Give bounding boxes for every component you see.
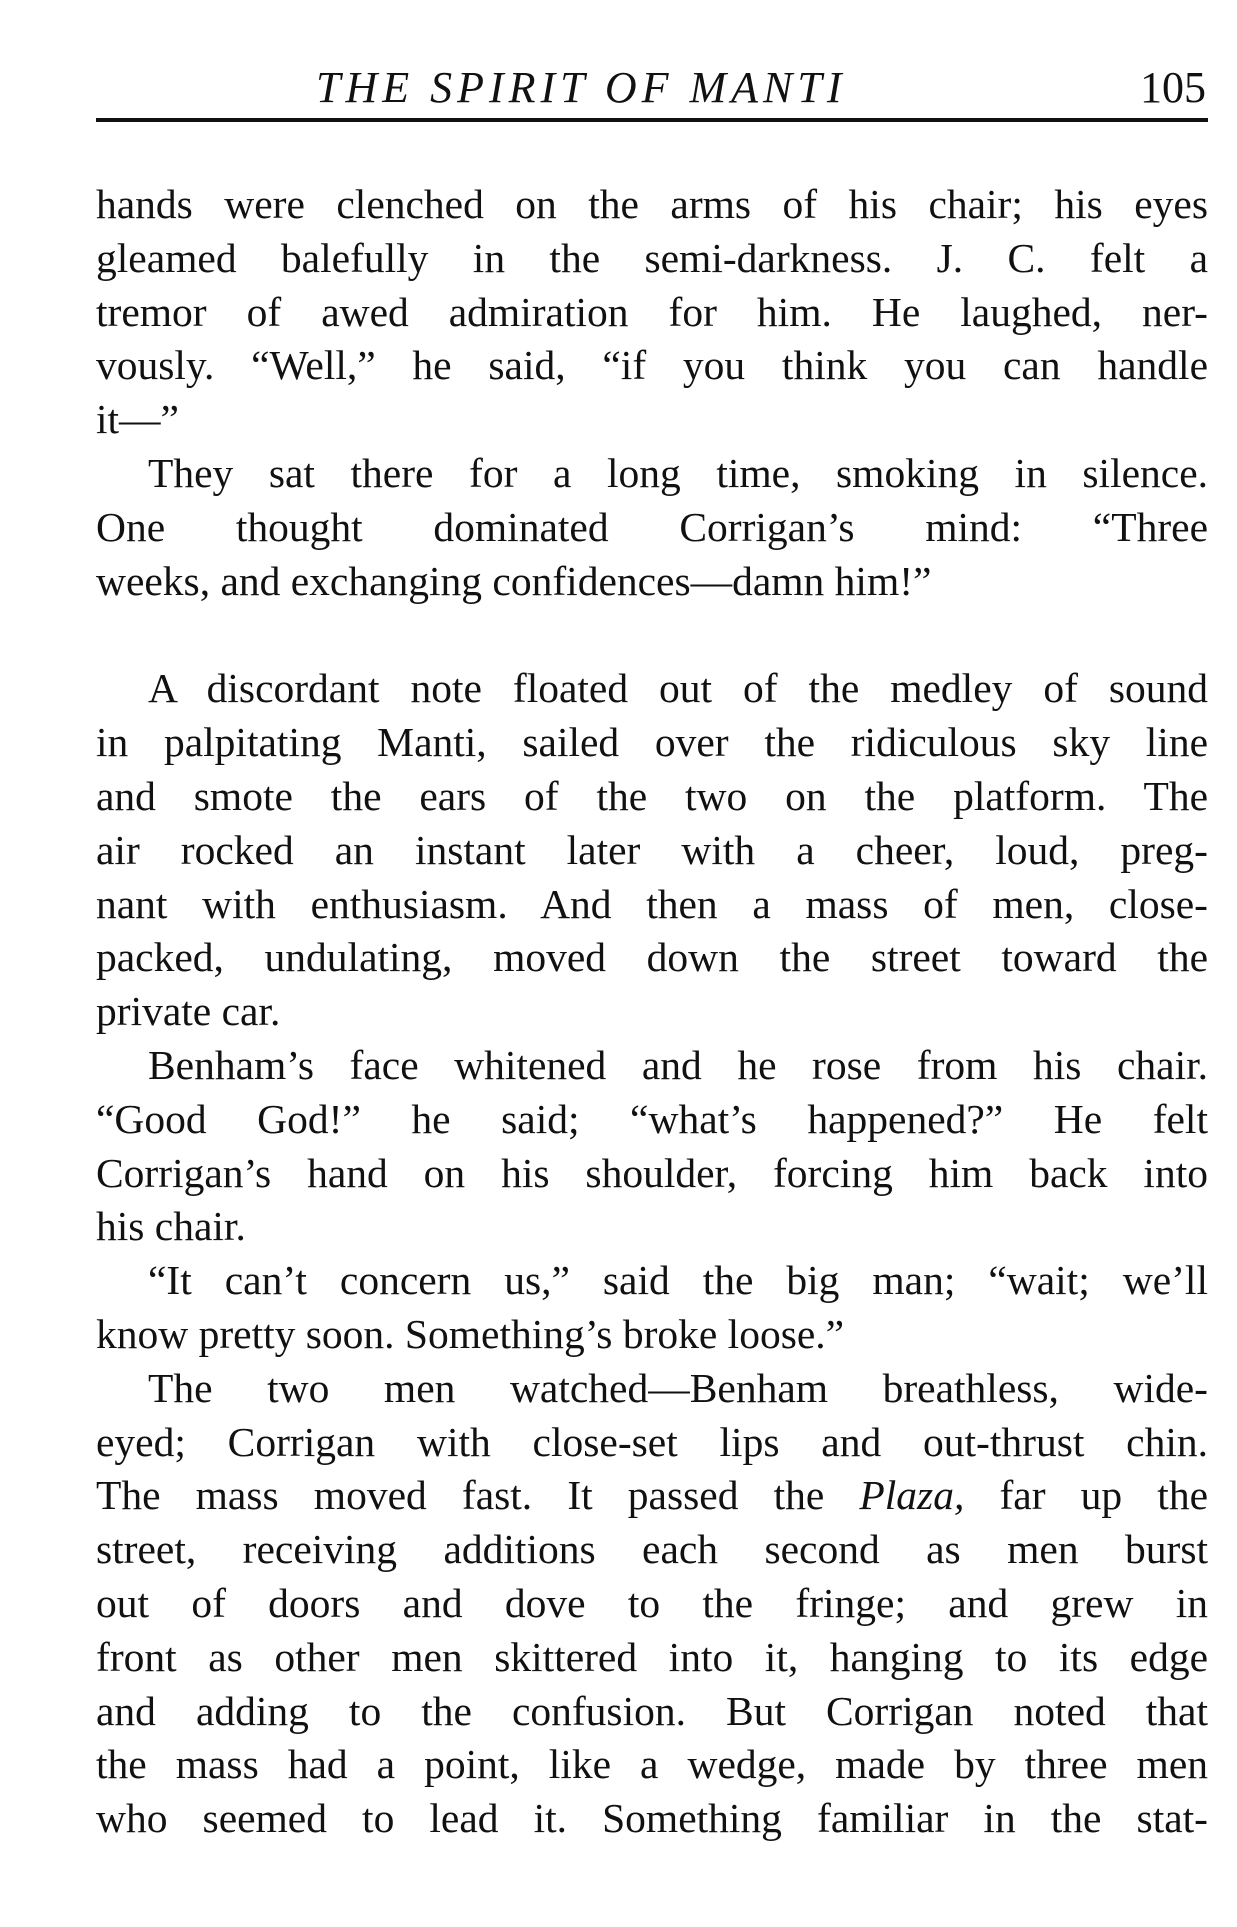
text-line: Corrigan’s hand on his shoulder, forcing him back into — [96, 1149, 1208, 1196]
text-line: nant with enthusiasm. And then a mass of men, close- — [96, 880, 1208, 927]
text-line: “It can’t concern us,” said the big man; “wait; we’ll — [148, 1257, 1208, 1304]
header-rule — [96, 118, 1208, 122]
text-line: his chair. — [96, 1203, 246, 1250]
text-line: eyed; Corrigan with close-set lips and out-thrust chin. — [96, 1418, 1208, 1465]
text-line: it—” — [96, 396, 179, 443]
text-line: and smote the ears of the two on the platform. The — [96, 772, 1208, 819]
text-line: gleamed balefully in the semi-darkness. J. C. felt a — [96, 234, 1208, 281]
text-line: in palpitating Manti, sailed over the ridiculous sky line — [96, 719, 1208, 766]
body-text — [96, 178, 1208, 1846]
text-line: “Good God!” he said; “what’s happened?” He felt — [96, 1095, 1208, 1142]
text-line: know pretty soon. Something’s broke loose.” — [96, 1310, 845, 1357]
text-line: hands were clenched on the arms of his chair; his eyes — [96, 181, 1208, 227]
text-line: One thought dominated Corrigan’s mind: “Three — [96, 503, 1208, 550]
text-line: vously. “Well,” he said, “if you think you can handle — [96, 342, 1208, 389]
text-line: out of doors and dove to the fringe; and grew in — [96, 1579, 1208, 1626]
text-line: private car. — [96, 988, 281, 1035]
text-line: weeks, and exchanging confidences—damn him!” — [96, 557, 932, 604]
text-segment: far up the — [964, 1472, 1208, 1519]
text-line: packed, undulating, moved down the street toward the — [96, 934, 1208, 981]
text-line: The two men watched—Benham breathless, wide- — [148, 1364, 1208, 1411]
running-head — [96, 58, 1206, 118]
text-line — [96, 1469, 1208, 1523]
text-line: front as other men skittered into it, hanging to its edge — [96, 1633, 1208, 1680]
text-line: the mass had a point, like a wedge, made by three men — [96, 1741, 1208, 1788]
text-line: A discordant note floated out of the medley of sound — [148, 665, 1208, 712]
text-line: who seemed to lead it. Something familiar in the stat- — [96, 1795, 1208, 1842]
text-line: tremor of awed admiration for him. He laughed, ner- — [96, 288, 1208, 335]
text-line: air rocked an instant later with a cheer, loud, preg- — [96, 826, 1208, 873]
italic-place-name: Plaza, — [859, 1472, 965, 1519]
text-line: street, receiving additions each second as men burst — [96, 1526, 1208, 1573]
text-line: Benham’s face whitened and he rose from his chair. — [148, 1041, 1208, 1088]
text-line: They sat there for a long time, smoking in silence. — [148, 449, 1208, 496]
text-segment: The mass moved fast. It passed the — [96, 1472, 860, 1519]
page-number: 105 — [1140, 63, 1206, 112]
section-break — [96, 608, 1208, 662]
text-line: and adding to the confusion. But Corrigan noted that — [96, 1687, 1208, 1734]
running-title: THE SPIRIT OF MANTI — [316, 63, 847, 112]
